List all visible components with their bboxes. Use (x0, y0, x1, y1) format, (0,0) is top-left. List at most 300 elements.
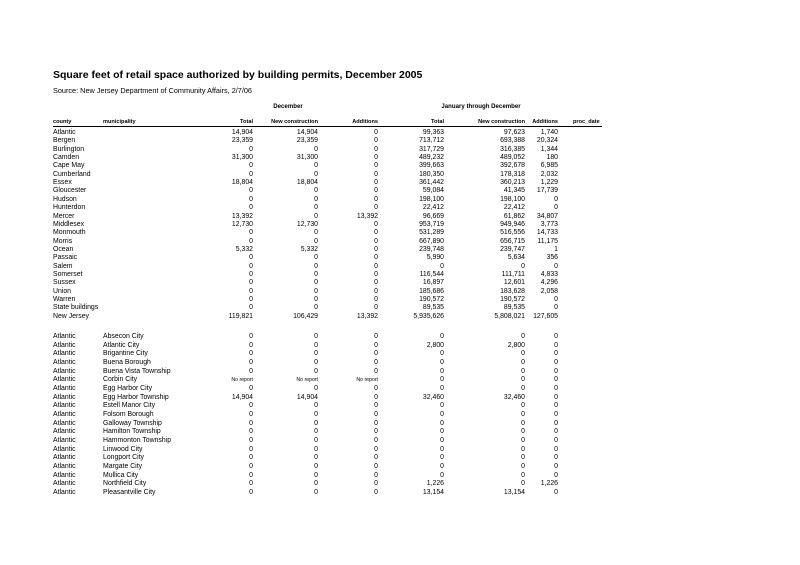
cell-ytd-new: 0 (521, 359, 525, 366)
cell-municipality: Egg Harbor Township (103, 393, 169, 401)
cell-dec-total: 12,730 (231, 220, 253, 228)
cell-dec-new: 31,300 (296, 154, 318, 162)
cell-dec-new: No report (296, 377, 318, 384)
cell-ytd-add: 0 (554, 333, 558, 340)
cell-dec-total: 0 (249, 419, 253, 427)
cell-dec-new: 0 (314, 350, 318, 358)
cell-county: Salem (53, 262, 73, 270)
cell-municipality: Linwood City (103, 445, 143, 453)
cell-dec-new: 0 (314, 419, 318, 427)
cell-county: Cumberland (53, 170, 91, 178)
cell-ytd-total: 953,719 (419, 220, 444, 228)
cell-dec-add: 0 (374, 279, 378, 287)
cell-municipality: Buena Vista Township (103, 367, 171, 375)
cell-dec-new: 0 (314, 145, 318, 153)
cell-dec-total: 0 (249, 170, 253, 178)
cell-ytd-add: 0 (554, 304, 558, 312)
cell-municipality: Hammonton Township (103, 437, 172, 445)
cell-dec-total: 31,300 (231, 154, 253, 162)
cell-ytd-total: 0 (440, 262, 444, 270)
cell-dec-add: 0 (374, 454, 378, 462)
cell-county: State buildings (53, 304, 99, 312)
cell-ytd-new: 13,154 (503, 489, 525, 497)
cell-ytd-add: 0 (554, 445, 558, 453)
cell-ytd-total: 99,363 (422, 129, 444, 136)
cell-ytd-add: 3,773 (540, 220, 558, 228)
cell-county: Atlantic (53, 428, 76, 436)
cell-dec-total: 0 (249, 411, 253, 419)
cell-dec-new: 0 (314, 229, 318, 237)
cell-ytd-new: 239,747 (500, 245, 525, 253)
cell-county: Atlantic (53, 333, 76, 340)
cell-county: Atlantic (53, 471, 76, 479)
cell-ytd-total: 0 (440, 376, 444, 384)
cell-ytd-add: 0 (554, 359, 558, 366)
cell-dec-add: 0 (374, 333, 378, 340)
cell-ytd-new: 392,678 (500, 162, 525, 170)
header-ytd-total: Total (431, 119, 444, 125)
cell-ytd-add: 180 (546, 154, 558, 162)
cell-ytd-add: 0 (554, 350, 558, 358)
cell-ytd-total: 0 (440, 411, 444, 419)
cell-ytd-total: 0 (440, 333, 444, 340)
cell-ytd-add: 0 (554, 489, 558, 497)
cell-dec-new: 0 (314, 445, 318, 453)
cell-county: Bergen (53, 137, 76, 145)
cell-dec-add: 0 (374, 411, 378, 419)
cell-dec-total: 0 (249, 254, 253, 262)
cell-ytd-total: 32,460 (422, 393, 444, 401)
cell-dec-add: 0 (374, 270, 378, 278)
cell-municipality: Margate City (103, 463, 143, 471)
group-header-december: December (273, 103, 303, 110)
cell-dec-total: 0 (249, 359, 253, 366)
cell-dec-add: 0 (374, 129, 378, 136)
cell-ytd-add: 0 (554, 393, 558, 401)
cell-county: Hudson (53, 195, 77, 203)
cell-dec-add: 0 (374, 204, 378, 212)
cell-ytd-total: 2,800 (426, 341, 444, 349)
cell-dec-add: 0 (374, 229, 378, 237)
cell-ytd-new: 0 (521, 350, 525, 358)
cell-ytd-total: 190,572 (419, 296, 444, 303)
cell-ytd-new: 693,388 (500, 137, 525, 145)
cell-dec-total: 5,332 (235, 245, 253, 253)
cell-dec-add: 0 (374, 402, 378, 410)
cell-ytd-total: 0 (440, 454, 444, 462)
cell-ytd-total: 22,412 (422, 204, 444, 212)
cell-ytd-new: 0 (521, 445, 525, 453)
header-county: county (53, 119, 72, 125)
cell-ytd-total: 1,226 (426, 480, 444, 488)
cell-ytd-new: 0 (521, 262, 525, 270)
cell-dec-add: 0 (374, 350, 378, 358)
cell-dec-total: 0 (249, 304, 253, 312)
header-dec-new: New construction (271, 119, 318, 125)
cell-ytd-new: 0 (521, 385, 525, 393)
cell-dec-add: 0 (374, 162, 378, 170)
cell-ytd-new: 656,715 (500, 237, 525, 245)
cell-ytd-add: 17,739 (536, 187, 558, 195)
cell-county: Atlantic (53, 463, 76, 471)
cell-dec-add: 0 (374, 428, 378, 436)
cell-dec-new: 0 (314, 411, 318, 419)
cell-ytd-total: 0 (440, 367, 444, 375)
cell-municipality: Estell Manor City (103, 402, 156, 410)
cell-dec-add: 0 (374, 254, 378, 262)
cell-dec-total: 0 (249, 162, 253, 170)
cell-dec-total: 0 (249, 367, 253, 375)
cell-dec-add: 0 (374, 187, 378, 195)
cell-dec-new: 0 (314, 428, 318, 436)
cell-ytd-total: 317,729 (419, 145, 444, 153)
cell-municipality: Longport City (103, 454, 144, 462)
cell-ytd-total: 0 (440, 445, 444, 453)
cell-ytd-total: 667,890 (419, 237, 444, 245)
cell-ytd-add: 356 (546, 254, 558, 262)
cell-dec-add: 0 (374, 471, 378, 479)
cell-ytd-add: 2,032 (540, 170, 558, 178)
cell-ytd-total: 0 (440, 350, 444, 358)
report-source: Source: New Jersey Department of Community Affairs, 2/7/06 (53, 86, 252, 95)
cell-ytd-total: 0 (440, 471, 444, 479)
cell-dec-new: 0 (314, 304, 318, 312)
cell-dec-total: 0 (249, 350, 253, 358)
cell-county: Union (53, 287, 72, 295)
cell-ytd-add: 1,229 (540, 179, 558, 187)
cell-county: Atlantic (53, 419, 76, 427)
cell-dec-total: 0 (249, 204, 253, 212)
cell-dec-new: 0 (314, 480, 318, 488)
cell-municipality: Absecon City (103, 333, 144, 340)
cell-dec-new: 106,429 (293, 312, 318, 320)
cell-dec-add: 0 (374, 480, 378, 488)
cell-ytd-total: 5,935,626 (413, 312, 444, 320)
cell-dec-new: 0 (314, 341, 318, 349)
cell-dec-add: 0 (374, 393, 378, 401)
cell-ytd-add: 0 (554, 402, 558, 410)
cell-ytd-new: 32,460 (503, 393, 525, 401)
cell-dec-new: 0 (314, 463, 318, 471)
cell-county: New Jersey (53, 312, 89, 320)
cell-dec-total: 0 (249, 489, 253, 497)
cell-municipality: Folsom Borough (103, 411, 154, 419)
cell-ytd-new: 89,535 (503, 304, 525, 312)
cell-county: Atlantic (53, 411, 76, 419)
cell-dec-add: 0 (374, 137, 378, 145)
cell-ytd-new: 198,100 (500, 195, 525, 203)
cell-municipality: Mullica City (103, 471, 139, 479)
cell-ytd-new: 0 (521, 333, 525, 340)
cell-ytd-add: 4,833 (540, 270, 558, 278)
cell-county: Atlantic (53, 393, 76, 401)
cell-dec-new: 0 (314, 195, 318, 203)
header-rule (53, 126, 602, 127)
cell-ytd-total: 198,100 (419, 195, 444, 203)
cell-dec-total: 0 (249, 287, 253, 295)
cell-ytd-add: 0 (554, 411, 558, 419)
cell-county: Atlantic (53, 385, 76, 393)
cell-county: Passaic (53, 254, 78, 262)
cell-dec-new: 0 (314, 270, 318, 278)
cell-ytd-total: 16,897 (422, 279, 444, 287)
cell-county: Gloucester (53, 187, 87, 195)
cell-county: Atlantic (53, 359, 76, 366)
cell-ytd-total: 96,669 (422, 212, 444, 220)
cell-dec-new: 12,730 (296, 220, 318, 228)
cell-ytd-add: 11,175 (537, 237, 558, 245)
cell-ytd-add: 6,985 (540, 162, 558, 170)
cell-ytd-new: 0 (521, 402, 525, 410)
cell-dec-new: 0 (314, 204, 318, 212)
cell-municipality: Buena Borough (103, 359, 151, 366)
cell-dec-new: 0 (314, 187, 318, 195)
cell-ytd-total: 713,712 (419, 137, 444, 145)
cell-ytd-new: 516,556 (500, 229, 525, 237)
cell-dec-new: 23,359 (296, 137, 318, 145)
cell-county: Atlantic (53, 489, 76, 497)
cell-ytd-new: 12,601 (503, 279, 525, 287)
cell-ytd-add: 2,058 (540, 287, 558, 295)
cell-dec-total: 0 (249, 262, 253, 270)
cell-ytd-add: 0 (554, 419, 558, 427)
cell-ytd-new: 183,628 (500, 287, 525, 295)
cell-ytd-add: 0 (554, 471, 558, 479)
cell-dec-add: 0 (374, 296, 378, 303)
cell-dec-total: 0 (249, 270, 253, 278)
cell-ytd-add: 0 (554, 463, 558, 471)
cell-municipality: Hamilton Township (103, 428, 161, 436)
cell-dec-add: 0 (374, 237, 378, 245)
cell-ytd-add: 0 (554, 341, 558, 349)
cell-ytd-new: 0 (521, 428, 525, 436)
cell-dec-new: 0 (314, 385, 318, 393)
cell-dec-total: 14,904 (231, 393, 253, 401)
cell-ytd-add: 0 (554, 385, 558, 393)
cell-dec-total: 0 (249, 229, 253, 237)
cell-dec-total: 14,904 (231, 129, 253, 136)
cell-county: Atlantic (53, 341, 76, 349)
cell-dec-add: 0 (374, 245, 378, 253)
cell-dec-new: 0 (314, 162, 318, 170)
cell-dec-add: No report (356, 377, 378, 384)
cell-ytd-new: 97,623 (503, 129, 525, 136)
cell-dec-total: 23,359 (231, 137, 253, 145)
cell-county: Atlantic (53, 480, 76, 488)
cell-municipality: Corbin City (103, 376, 138, 384)
cell-county: Atlantic (53, 350, 76, 358)
cell-county: Atlantic (53, 402, 76, 410)
cell-dec-new: 0 (314, 279, 318, 287)
cell-county: Hunterdon (53, 204, 86, 212)
cell-ytd-total: 489,232 (419, 154, 444, 162)
cell-county: Cape May (53, 162, 85, 170)
cell-ytd-total: 0 (440, 402, 444, 410)
cell-dec-total: 0 (249, 463, 253, 471)
cell-ytd-new: 0 (521, 376, 525, 384)
cell-ytd-total: 399,663 (419, 162, 444, 170)
cell-dec-add: 0 (374, 359, 378, 366)
header-municipality: municipality (103, 119, 136, 125)
cell-county: Atlantic (53, 367, 76, 375)
cell-dec-new: 0 (314, 296, 318, 303)
cell-county: Burlington (53, 145, 85, 153)
cell-dec-new: 0 (314, 402, 318, 410)
cell-dec-new: 5,332 (300, 245, 318, 253)
cell-dec-add: 0 (374, 262, 378, 270)
cell-dec-total: 0 (249, 454, 253, 462)
cell-dec-total: 0 (249, 341, 253, 349)
cell-ytd-total: 531,289 (419, 229, 444, 237)
cell-ytd-new: 0 (521, 437, 525, 445)
cell-ytd-add: 1,344 (540, 145, 558, 153)
cell-dec-add: 13,392 (356, 212, 378, 220)
cell-dec-total: 0 (249, 437, 253, 445)
cell-ytd-add: 34,807 (536, 212, 558, 220)
cell-ytd-add: 0 (554, 296, 558, 303)
cell-dec-new: 0 (314, 287, 318, 295)
header-dec-add: Additions (352, 119, 378, 125)
cell-dec-total: 0 (249, 385, 253, 393)
cell-ytd-new: 111,711 (501, 270, 525, 278)
header-proc-date: proc_date (573, 119, 600, 125)
cell-ytd-add: 20,324 (536, 137, 558, 145)
cell-ytd-new: 0 (521, 419, 525, 427)
cell-dec-new: 0 (314, 212, 318, 220)
cell-ytd-add: 1,740 (540, 129, 558, 136)
cell-county: Ocean (53, 245, 74, 253)
cell-dec-total: 0 (249, 480, 253, 488)
cell-dec-new: 0 (314, 359, 318, 366)
cell-county: Atlantic (53, 454, 76, 462)
cell-county: Sussex (53, 279, 76, 287)
cell-dec-add: 13,392 (356, 312, 378, 320)
table-row (0, 488, 800, 498)
cell-ytd-total: 0 (440, 428, 444, 436)
cell-dec-add: 0 (374, 304, 378, 312)
cell-municipality: Northfield City (103, 480, 147, 488)
cell-ytd-new: 5,634 (507, 254, 525, 262)
cell-ytd-add: 0 (554, 262, 558, 270)
cell-ytd-total: 361,442 (419, 179, 444, 187)
cell-ytd-new: 2,800 (507, 341, 525, 349)
cell-ytd-new: 0 (521, 471, 525, 479)
cell-ytd-add: 4,296 (540, 279, 558, 287)
cell-dec-total: 18,804 (231, 179, 253, 187)
cell-ytd-new: 0 (521, 480, 525, 488)
cell-ytd-new: 61,862 (503, 212, 525, 220)
group-header-ytd: January through December (441, 103, 521, 110)
cell-county: Atlantic (53, 437, 76, 445)
cell-dec-total: 119,821 (228, 312, 253, 320)
cell-dec-new: 0 (314, 471, 318, 479)
cell-dec-new: 0 (314, 262, 318, 270)
cell-county: Monmouth (53, 229, 86, 237)
cell-dec-add: 0 (374, 195, 378, 203)
cell-dec-total: 0 (249, 445, 253, 453)
cell-dec-new: 0 (314, 170, 318, 178)
cell-municipality: Pleasantville City (103, 489, 156, 497)
cell-dec-new: 14,904 (296, 393, 318, 401)
header-dec-total: Total (240, 119, 253, 125)
cell-ytd-new: 489,052 (500, 154, 525, 162)
cell-dec-total: 0 (249, 279, 253, 287)
cell-ytd-add: 1,226 (540, 480, 558, 488)
cell-ytd-total: 239,748 (419, 245, 444, 253)
cell-ytd-add: 0 (554, 454, 558, 462)
cell-ytd-new: 41,345 (503, 187, 525, 195)
cell-ytd-new: 178,318 (500, 170, 525, 178)
cell-county: Atlantic (53, 376, 76, 384)
cell-dec-add: 0 (374, 287, 378, 295)
cell-ytd-new: 5,808,021 (494, 312, 525, 320)
cell-county: Warren (53, 296, 76, 303)
cell-ytd-total: 0 (440, 385, 444, 393)
cell-county: Essex (53, 179, 72, 187)
cell-dec-add: 0 (374, 220, 378, 228)
cell-ytd-new: 360,213 (500, 179, 525, 187)
cell-county: Mercer (53, 212, 75, 220)
cell-dec-new: 0 (314, 489, 318, 497)
cell-dec-new: 14,904 (296, 129, 318, 136)
cell-ytd-total: 0 (440, 359, 444, 366)
cell-ytd-total: 116,544 (419, 270, 444, 278)
cell-dec-new: 0 (314, 454, 318, 462)
table-row (0, 312, 800, 322)
header-ytd-add: Additions (532, 119, 558, 125)
cell-dec-add: 0 (374, 179, 378, 187)
cell-ytd-add: 0 (554, 437, 558, 445)
cell-county: Morris (53, 237, 73, 245)
cell-ytd-add: 0 (554, 204, 558, 212)
cell-dec-total: 13,392 (231, 212, 253, 220)
cell-ytd-total: 185,686 (419, 287, 444, 295)
cell-dec-add: 0 (374, 145, 378, 153)
cell-ytd-new: 190,572 (500, 296, 525, 303)
cell-ytd-add: 127,605 (533, 312, 558, 320)
cell-ytd-new: 22,412 (503, 204, 525, 212)
cell-dec-total: No report (231, 377, 253, 384)
cell-dec-total: 0 (249, 237, 253, 245)
cell-county: Camden (53, 154, 80, 162)
cell-dec-total: 0 (249, 296, 253, 303)
cell-ytd-add: 14,733 (536, 229, 558, 237)
cell-ytd-new: 0 (521, 454, 525, 462)
cell-ytd-total: 5,990 (426, 254, 444, 262)
cell-dec-new: 0 (314, 237, 318, 245)
cell-municipality: Brigantine City (103, 350, 148, 358)
cell-county: Somerset (53, 270, 83, 278)
cell-dec-add: 0 (374, 419, 378, 427)
cell-ytd-new: 0 (521, 463, 525, 471)
cell-ytd-total: 59,084 (422, 187, 444, 195)
cell-dec-add: 0 (374, 154, 378, 162)
report-title: Square feet of retail space authorized by building permits, December 2005 (53, 69, 423, 81)
cell-municipality: Atlantic City (103, 341, 140, 349)
cell-municipality: Egg Harbor City (103, 385, 153, 393)
cell-dec-new: 18,804 (296, 179, 318, 187)
cell-municipality: Galloway Township (103, 419, 162, 427)
cell-ytd-add: 0 (554, 428, 558, 436)
cell-dec-new: 0 (314, 367, 318, 375)
cell-ytd-total: 13,154 (422, 489, 444, 497)
cell-ytd-total: 89,535 (422, 304, 444, 312)
cell-ytd-add: 0 (554, 376, 558, 384)
cell-dec-total: 0 (249, 333, 253, 340)
cell-county: Middlesex (53, 220, 85, 228)
cell-dec-add: 0 (374, 463, 378, 471)
cell-dec-total: 0 (249, 471, 253, 479)
